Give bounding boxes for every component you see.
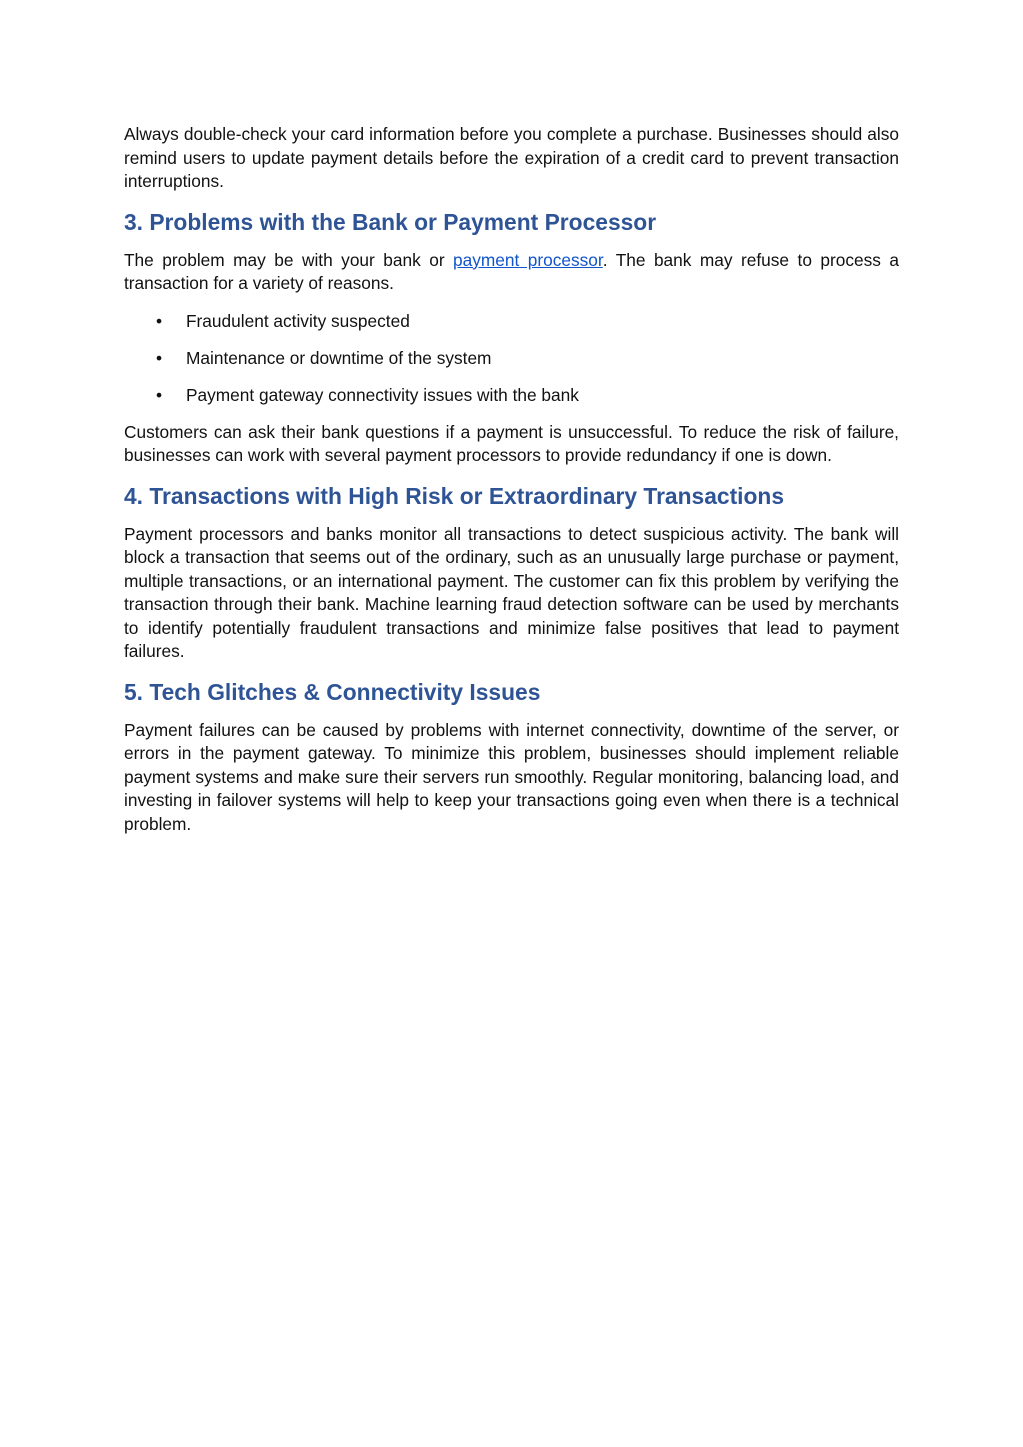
list-item-text: Payment gateway connectivity issues with the bank: [186, 384, 579, 405]
list-item: [124, 347, 899, 371]
bullet-icon: •: [156, 310, 163, 331]
document-page: [124, 123, 899, 836]
bullet-icon: •: [156, 347, 163, 368]
payment-processor-link[interactable]: payment processor: [453, 249, 603, 270]
paragraph-card-check: Always double-check your card information before you complete a purchase. Businesses should also remind users to update payment details before the expiration of a credit card to prevent transaction interruptions.: [124, 124, 899, 191]
heading-tech-glitches: 5. Tech Glitches & Connectivity Issues: [124, 678, 541, 705]
list-item-text: Maintenance or downtime of the system: [186, 347, 492, 368]
bullet-icon: •: [156, 384, 163, 405]
bank-reasons-list: [124, 310, 899, 408]
heading-high-risk: 4. Transactions with High Risk or Extraordinary Transactions: [124, 482, 785, 509]
paragraph-customer-advice: Customers can ask their bank questions if a payment is unsuccessful. To reduce the risk of failure, businesses can work with several payment processors to provide redundancy if one is down.: [124, 421, 899, 465]
paragraph-text: . The bank may refuse to process a transaction for a variety of reasons.: [124, 249, 899, 293]
paragraph-bank-intro: [124, 249, 899, 296]
list-item-text: Fraudulent activity suspected: [186, 310, 410, 331]
paragraph-high-risk: Payment processors and banks monitor all transactions to detect suspicious activity. The bank will block a transaction that seems out of the ordinary, such as an unusually large purchase or payment, multiple transactions, or an international payment. The customer can fix this problem by verifying the transaction through their bank. Machine learning fraud detection software can be used by merchants to identify potentially fraudulent transactions and minimize false positives that lead to payment failures.: [124, 523, 899, 661]
list-item: [124, 384, 899, 408]
paragraph-text: The problem may be with your bank or: [124, 249, 454, 270]
list-item: [124, 310, 899, 334]
heading-bank-problems: 3. Problems with the Bank or Payment Processor: [124, 208, 657, 235]
paragraph-tech-glitches: Payment failures can be caused by problems with internet connectivity, downtime of the server, or errors in the payment gateway. To minimize this problem, businesses should implement reliable payment systems and make sure their servers run smoothly. Regular monitoring, balancing load, and investing in failover systems will help to keep your transactions going even when there is a technical problem.: [124, 719, 899, 834]
